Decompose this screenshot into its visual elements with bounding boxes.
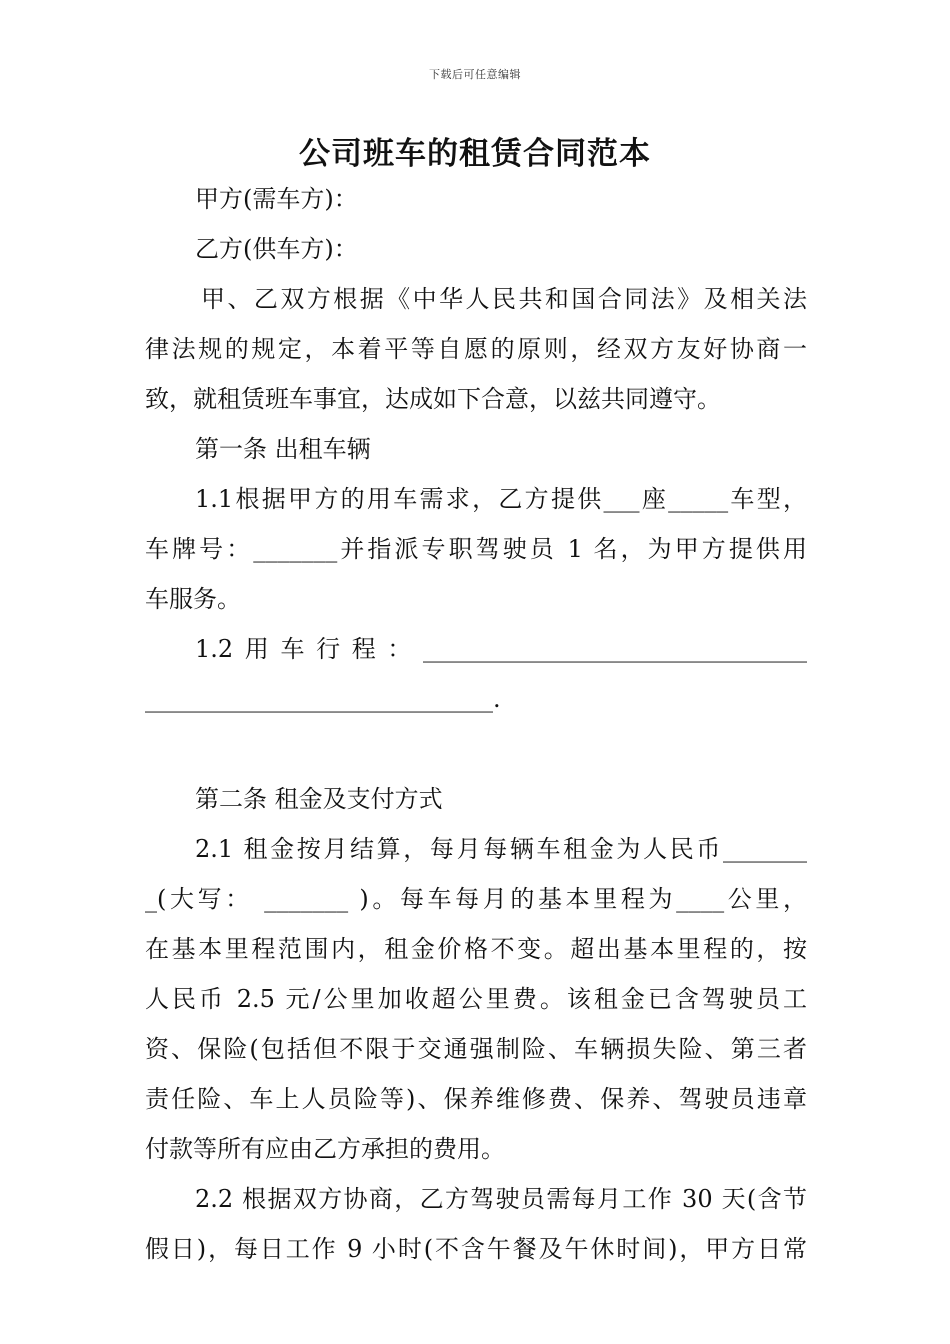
clause-2-2-line-1: 2.2 根据双方协商，乙方驾驶员需每月工作 30 天(含节 [195,1185,807,1213]
article-2-heading: 第二条 租金及支付方式 [195,785,443,813]
header-note: 下载后可任意编辑 [429,68,521,81]
clause-2-1-line-2: _(大写： _______ )。每车每月的基本里程为____公里， [145,885,807,913]
contract-body [145,174,807,1274]
preamble-line-2: 律法规的规定，本着平等自愿的原则，经双方友好协商一 [145,335,807,363]
clause-2-1-line-4: 人民币 2.5 元/公里加收超公里费。该租金已含驾驶员工 [145,985,807,1013]
preamble-line-3: 致，就租赁班车事宜，达成如下合意，以兹共同遵守。 [145,385,721,413]
clause-2-1-line-7: 付款等所有应由乙方承担的费用。 [145,1135,505,1163]
party-a-line: 甲方(需车方)： [195,185,358,213]
clause-1-2-line-2: _____________________________. [145,685,501,713]
clause-1-2-line-1: 1.2用车行程：________________________________ [195,635,807,663]
clause-2-1-line-6: 责任险、车上人员险等)、保养维修费、保养、驾驶员违章 [145,1085,807,1113]
preamble-line-1: 甲、乙双方根据《中华人民共和国合同法》及相关法 [201,285,807,313]
clause-1-1-line-3: 车服务。 [145,585,241,613]
paragraph-gap [145,724,807,774]
clause-2-1-line-3: 在基本里程范围内，租金价格不变。超出基本里程的，按 [145,935,807,963]
clause-2-2-line-2: 假日)，每日工作 9 小时(不含午餐及午休时间)，甲方日常 [145,1235,807,1263]
article-1-heading: 第一条 出租车辆 [195,435,371,463]
clause-1-1-line-2: 车牌号：_______并指派专职驾驶员 1 名，为甲方提供用 [145,535,807,563]
clause-2-1-line-5: 资、保险(包括但不限于交通强制险、车辆损失险、第三者 [145,1035,807,1063]
party-b-line: 乙方(供车方)： [195,235,358,263]
clause-2-1-line-1: 2.1 租金按月结算，每月每辆车租金为人民币_______ [195,835,807,863]
document-title: 公司班车的租赁合同范本 [299,136,651,172]
clause-1-1-line-1: 1.1根据甲方的用车需求，乙方提供___座_____车型， [195,485,807,513]
